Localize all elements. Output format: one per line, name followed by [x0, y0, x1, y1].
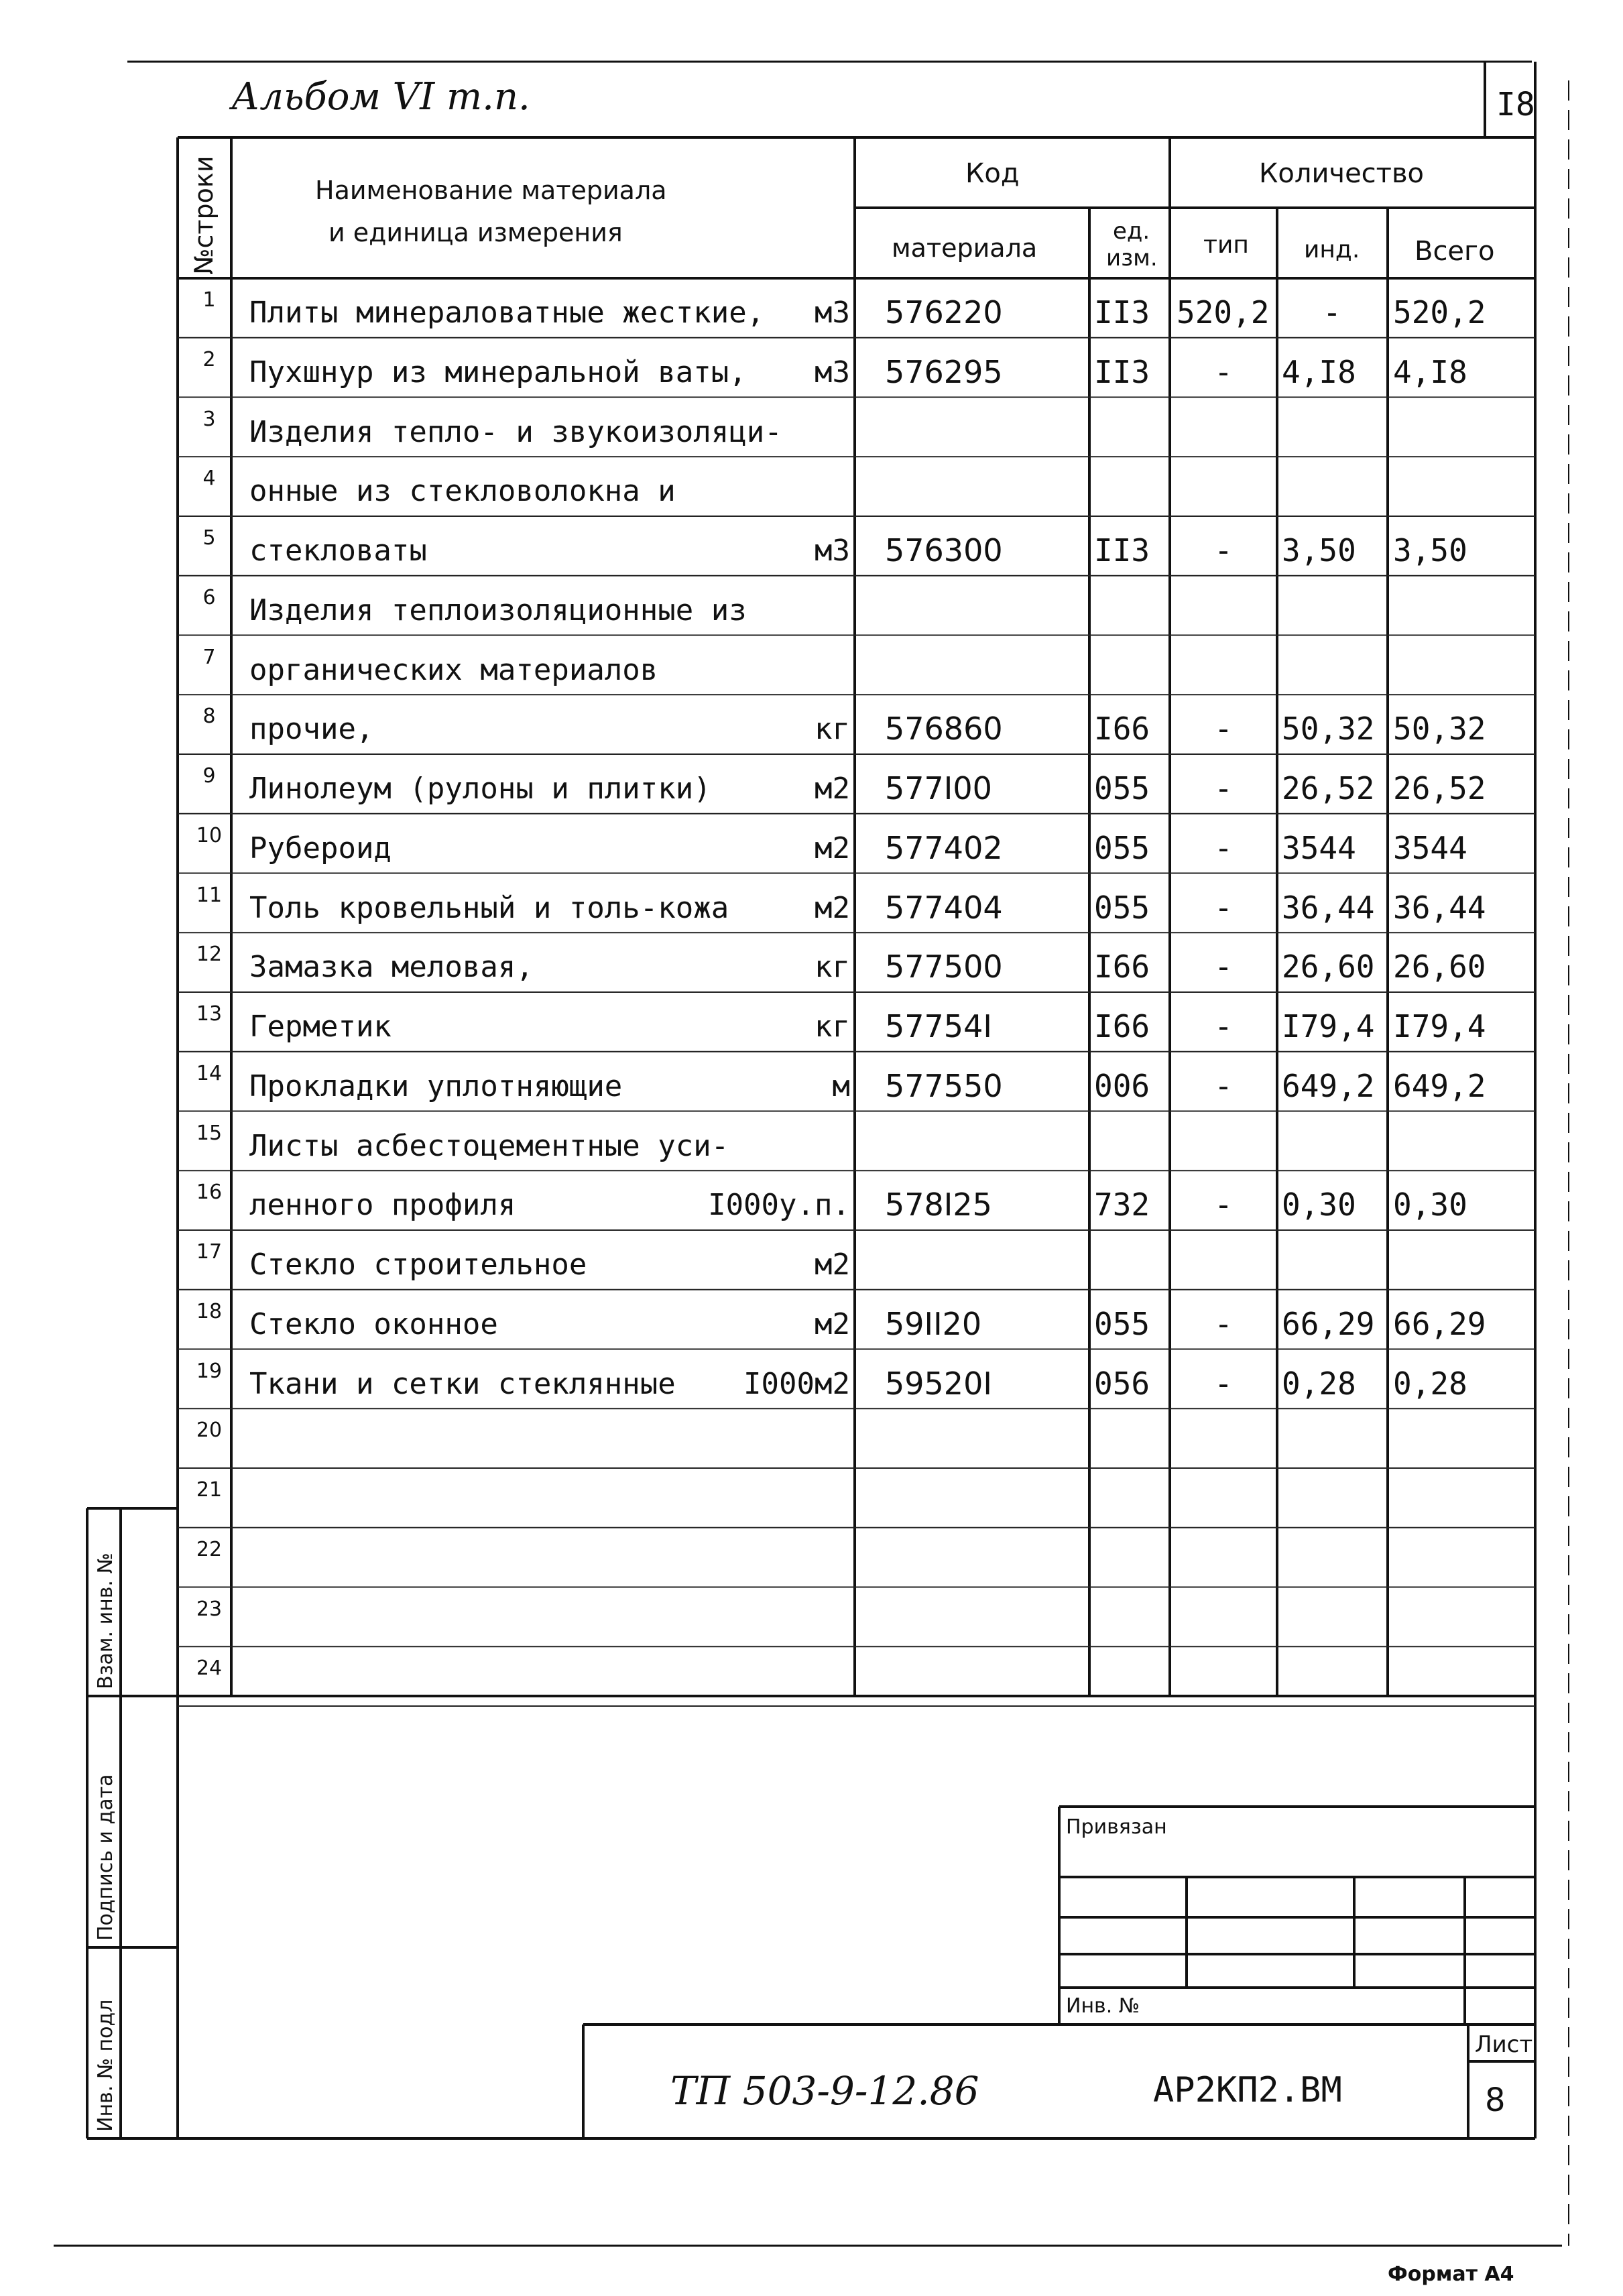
material-name: Стекло оконное	[249, 1307, 498, 1341]
unit-code: 006	[1094, 1067, 1150, 1104]
row-number: 14	[196, 1061, 223, 1085]
privyazan-label: Привязан	[1066, 1815, 1167, 1839]
quantity-typ: -	[1214, 532, 1233, 568]
row-number: 24	[196, 1656, 223, 1681]
material-code: 576295	[885, 353, 1003, 390]
material-name: Плиты минераловатные жесткие,	[249, 296, 765, 330]
material-code: 59520I	[885, 1365, 992, 1402]
quantity-total: 36,44	[1393, 889, 1486, 926]
material-name: Толь кровельный и толь-кожа	[249, 890, 729, 925]
sheet-number: 8	[1485, 2081, 1506, 2119]
quantity-ind: 4,I8	[1282, 353, 1356, 390]
quantity-typ: -	[1214, 889, 1233, 926]
quantity-typ: 520,2	[1177, 294, 1270, 330]
material-name: Ткани и сетки стеклянные	[249, 1366, 676, 1401]
material-code: 577550	[885, 1067, 1003, 1104]
row-number: 20	[196, 1418, 223, 1443]
row-number: 5	[202, 526, 216, 550]
unit-code: 055	[1094, 829, 1150, 866]
quantity-typ: -	[1214, 1305, 1233, 1342]
ind-header: инд.	[1304, 236, 1360, 263]
row-number: 15	[196, 1121, 223, 1145]
quantity-typ: -	[1214, 1187, 1233, 1223]
unit-header-2: изм.	[1106, 245, 1158, 271]
quantity-ind: 0,30	[1282, 1187, 1356, 1223]
material-name: Рубероид	[249, 831, 392, 865]
material-unit: I000м2	[743, 1366, 850, 1401]
material-name: Листы асбестоцементные уси-	[249, 1128, 729, 1163]
row-number: 6	[202, 585, 216, 609]
material-unit: I000у.п.	[708, 1188, 850, 1223]
quantity-typ: -	[1214, 770, 1233, 806]
material-unit: кг	[815, 950, 850, 985]
row-number: 3	[202, 407, 216, 431]
material-code: 577402	[885, 829, 1003, 866]
quantity-ind: 50,32	[1282, 711, 1375, 747]
material-unit: м2	[815, 890, 850, 925]
row-number: 19	[196, 1359, 223, 1383]
unit-code: I66	[1094, 1008, 1150, 1044]
unit-code: I66	[1094, 711, 1150, 747]
material-name: Стекло строительное	[249, 1248, 587, 1282]
material-code: 59II20	[885, 1305, 982, 1342]
quantity-total: I79,4	[1393, 1008, 1486, 1044]
inv-no-label: Инв. №	[1066, 1994, 1140, 2018]
quantity-typ: -	[1214, 829, 1233, 866]
quantity-total: 3,50	[1393, 532, 1467, 568]
quantity-ind: -	[1323, 294, 1341, 330]
quantity-total: 26,52	[1393, 770, 1486, 806]
stamp-inv-podl: Инв. № подл	[94, 1999, 117, 2132]
quantity-header: Количество	[1259, 158, 1425, 189]
unit-code: 732	[1094, 1187, 1150, 1223]
sheet-label: Лист	[1475, 2031, 1533, 2058]
unit-code: I66	[1094, 949, 1150, 985]
quantity-typ: -	[1214, 1365, 1233, 1402]
material-unit: кг	[815, 712, 850, 747]
row-number: 17	[196, 1240, 223, 1264]
row-number: 1	[202, 288, 216, 312]
unit-code: 055	[1094, 1305, 1150, 1342]
material-name: Линолеум (рулоны и плитки)	[249, 772, 711, 806]
material-name: Замазка меловая,	[249, 950, 534, 985]
material-name: Пухшнур из минеральной ваты,	[249, 355, 747, 389]
material-unit: м2	[815, 1307, 850, 1341]
stamp-podpis-data: Подпись и дата	[94, 1774, 117, 1941]
material-unit: м3	[815, 534, 850, 568]
quantity-ind: 36,44	[1282, 889, 1375, 926]
row-number: 21	[196, 1478, 223, 1502]
unit-code: II3	[1094, 294, 1150, 330]
rownum-header: №строки	[189, 156, 219, 275]
row-number: 18	[196, 1299, 223, 1323]
name-header-2: и единица измерения	[328, 218, 623, 247]
document-mark: АР2КП2.ВМ	[1153, 2070, 1342, 2110]
unit-code: 055	[1094, 770, 1150, 806]
row-number: 22	[196, 1537, 223, 1561]
material-name: онные из стекловолокна и	[249, 474, 676, 509]
quantity-typ: -	[1214, 1008, 1233, 1044]
material-code: 578I25	[885, 1187, 992, 1223]
quantity-total: 520,2	[1393, 294, 1486, 330]
row-number: 12	[196, 943, 223, 967]
material-code: 576220	[885, 294, 1003, 330]
quantity-ind: 3544	[1282, 829, 1356, 866]
material-code: 577500	[885, 949, 1003, 985]
row-number: 13	[196, 1002, 223, 1026]
quantity-typ: -	[1214, 353, 1233, 390]
row-number: 23	[196, 1597, 223, 1621]
material-unit: м3	[815, 296, 850, 330]
quantity-typ: -	[1214, 1067, 1233, 1104]
quantity-typ: -	[1214, 711, 1233, 747]
material-name: органических материалов	[249, 652, 658, 687]
material-code: 577I00	[885, 770, 992, 806]
document-code: ТП 503-9-12.86	[670, 2068, 979, 2114]
stamp-vzam-inv: Взам. инв. №	[94, 1553, 117, 1689]
row-number: 2	[202, 347, 216, 371]
material-name: ленного профиля	[249, 1188, 516, 1223]
row-number: 4	[202, 467, 216, 491]
quantity-total: 66,29	[1393, 1305, 1486, 1342]
page-number: I8	[1496, 86, 1535, 123]
quantity-ind: 3,50	[1282, 532, 1356, 568]
quantity-ind: 26,52	[1282, 770, 1375, 806]
material-name: прочие,	[249, 712, 374, 747]
row-number: 16	[196, 1181, 223, 1205]
quantity-ind: 26,60	[1282, 949, 1375, 985]
quantity-total: 26,60	[1393, 949, 1486, 985]
total-header: Всего	[1415, 236, 1495, 267]
code-header: Код	[965, 158, 1020, 189]
material-code: 57754I	[885, 1008, 992, 1044]
material-code: 577404	[885, 889, 1003, 926]
row-number: 7	[202, 645, 216, 669]
material-unit: м	[832, 1069, 850, 1103]
unit-header-1: ед.	[1113, 218, 1150, 245]
material-name: Изделия теплоизоляционные из	[249, 593, 747, 627]
row-number: 11	[196, 883, 223, 907]
material-name: Герметик	[249, 1010, 392, 1044]
material-unit: м2	[815, 1248, 850, 1282]
material-name: Изделия тепло- и звукоизоляци-	[249, 414, 782, 449]
quantity-ind: 649,2	[1282, 1067, 1375, 1104]
unit-code: 055	[1094, 889, 1150, 926]
material-unit: м3	[815, 355, 850, 389]
quantity-ind: 0,28	[1282, 1365, 1356, 1402]
material-name: стекловаты	[249, 534, 427, 568]
material-name: Прокладки уплотняющие	[249, 1069, 623, 1103]
row-number: 9	[202, 764, 216, 788]
material-unit: м2	[815, 831, 850, 865]
material-code: 576860	[885, 711, 1003, 747]
material-header: материала	[892, 233, 1038, 263]
row-number: 8	[202, 705, 216, 729]
material-code: 576300	[885, 532, 1003, 568]
row-number: 10	[196, 823, 223, 847]
unit-code: II3	[1094, 532, 1150, 568]
unit-code: 056	[1094, 1365, 1150, 1402]
quantity-ind: 66,29	[1282, 1305, 1375, 1342]
quantity-total: 0,30	[1393, 1187, 1467, 1223]
material-unit: кг	[815, 1010, 850, 1044]
quantity-total: 0,28	[1393, 1365, 1467, 1402]
material-unit: м2	[815, 772, 850, 806]
format-label: Формат А4	[1388, 2262, 1514, 2286]
quantity-total: 649,2	[1393, 1067, 1486, 1104]
quantity-total: 4,I8	[1393, 353, 1467, 390]
album-note: Альбом VI т.п.	[231, 75, 530, 119]
typ-header: тип	[1203, 231, 1249, 259]
unit-code: II3	[1094, 353, 1150, 390]
quantity-total: 3544	[1393, 829, 1467, 866]
quantity-total: 50,32	[1393, 711, 1486, 747]
quantity-ind: I79,4	[1282, 1008, 1375, 1044]
name-header-1: Наименование материала	[315, 176, 667, 205]
quantity-typ: -	[1214, 949, 1233, 985]
